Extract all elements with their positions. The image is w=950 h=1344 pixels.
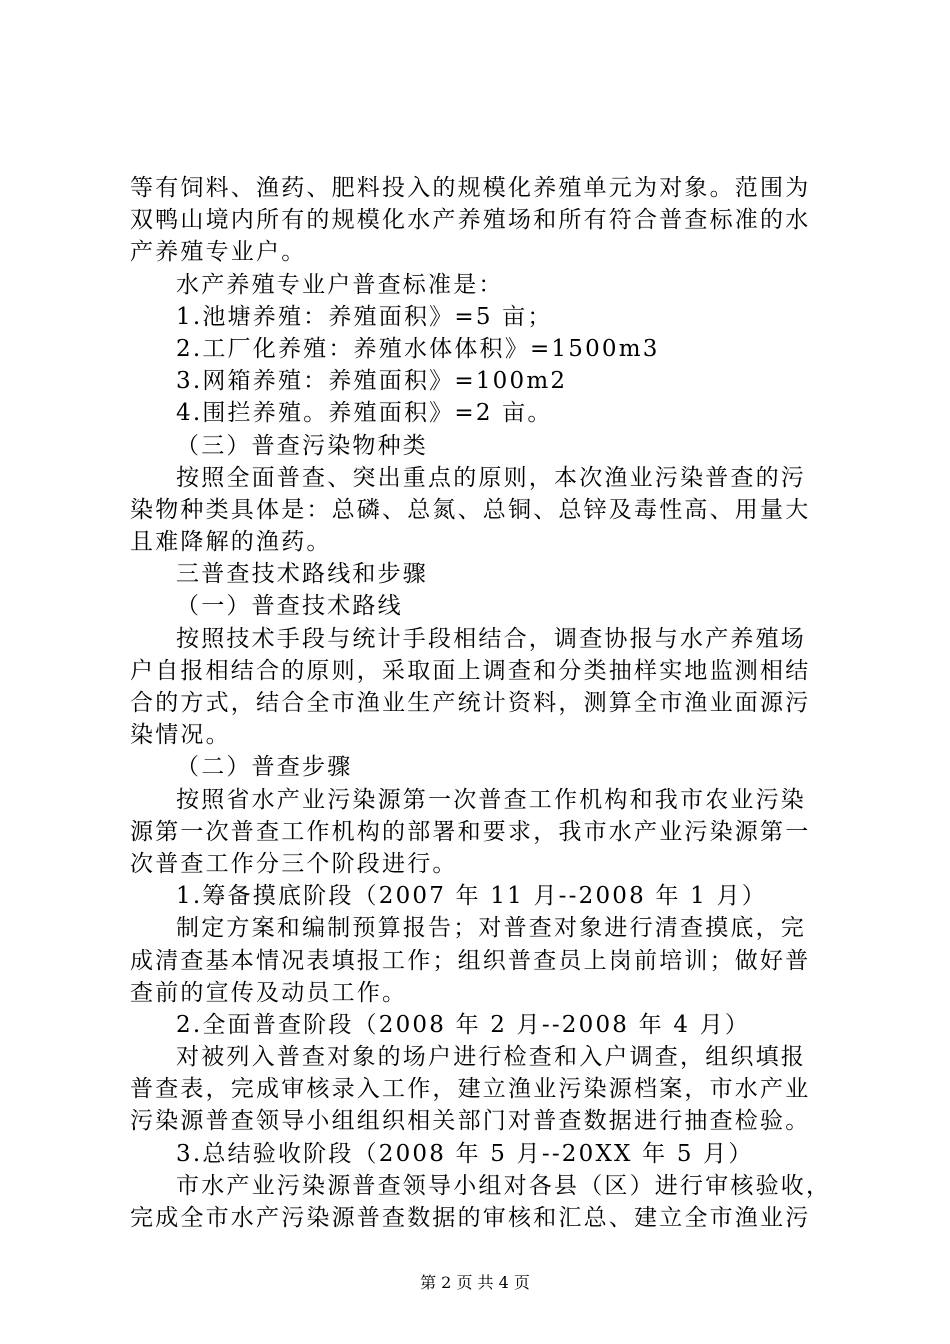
text-line: 普查表，完成审核录入工作，建立渔业污染源档案，市水产业 [130,1076,811,1103]
text-line: 查前的宣传及动员工作。 [130,979,408,1006]
text-line: 市水产业污染源普查领导小组对各县（区）进行审核验收， [176,1172,832,1199]
text-line: 水产养殖专业户普查标准是： [176,271,504,298]
text-line: （三）普查污染物种类 [176,432,428,459]
text-line: 3.网箱养殖：养殖面积》=100m2 [176,368,568,395]
text-line: 3.总结验收阶段（2008 年 5 月--20XX 年 5 月） [176,1140,754,1167]
text-line: 合的方式，结合全市渔业生产统计资料，测算全市渔业面源污 [130,690,811,716]
text-line: 户自报相结合的原则，采取面上调查和分类抽样实地监测相结 [130,657,811,684]
text-line: 4.围拦养殖。养殖面积》=2 亩。 [176,400,553,427]
text-line: 1.池塘养殖：养殖面积》=5 亩； [176,303,553,330]
text-line: 污染源普查领导小组组织相关部门对普查数据进行抽查检验。 [130,1108,811,1135]
text-line: 1.筹备摸底阶段（2007 年 11 月--2008 年 1 月） [176,883,767,910]
text-line: 三普查技术路线和步骤 [176,561,428,588]
text-line: 次普查工作分三个阶段进行。 [130,850,458,877]
text-line: 2.全面普查阶段（2008 年 2 月--2008 年 4 月） [176,1011,751,1038]
text-line: 成清查基本情况表填报工作；组织普查员上岗前培训；做好普 [130,947,811,974]
text-line: 2.工厂化养殖：养殖水体体积》=1500m3 [176,335,660,362]
text-line: 且难降解的渔药。 [130,529,332,556]
text-line: （二）普查步骤 [176,754,353,781]
text-line: 对被列入普查对象的场户进行检查和入户调查，组织填报 [176,1044,806,1071]
text-line: （一）普查技术路线 [176,593,403,620]
text-line: 按照技术手段与统计手段相结合，调查协报与水产养殖场 [176,625,806,652]
text-line: 双鸭山境内所有的规模化水产养殖场和所有符合普查标准的水 [130,207,811,234]
text-line: 源第一次普查工作机构的部署和要求，我市水产业污染源第一 [130,818,811,845]
text-line: 制定方案和编制预算报告；对普查对象进行清查摸底，完 [176,915,806,942]
text-line: 完成全市水产污染源普查数据的审核和汇总、建立全市渔业污 [130,1205,811,1231]
text-line: 染情况。 [130,722,231,749]
text-line: 染物种类具体是：总磷、总氮、总铜、总锌及毒性高、用量大 [130,496,811,523]
text-line: 等有饲料、渔药、肥料投入的规模化养殖单元为对象。范围为 [130,175,811,201]
document-body [130,172,830,1234]
page-footer: 第 2 页 共 4 页 [420,1273,530,1292]
text-line: 产养殖专业户。 [130,239,307,266]
text-line: 按照省水产业污染源第一次普查工作机构和我市农业污染 [176,786,806,813]
text-line: 按照全面普查、突出重点的原则，本次渔业污染普查的污 [176,464,806,491]
